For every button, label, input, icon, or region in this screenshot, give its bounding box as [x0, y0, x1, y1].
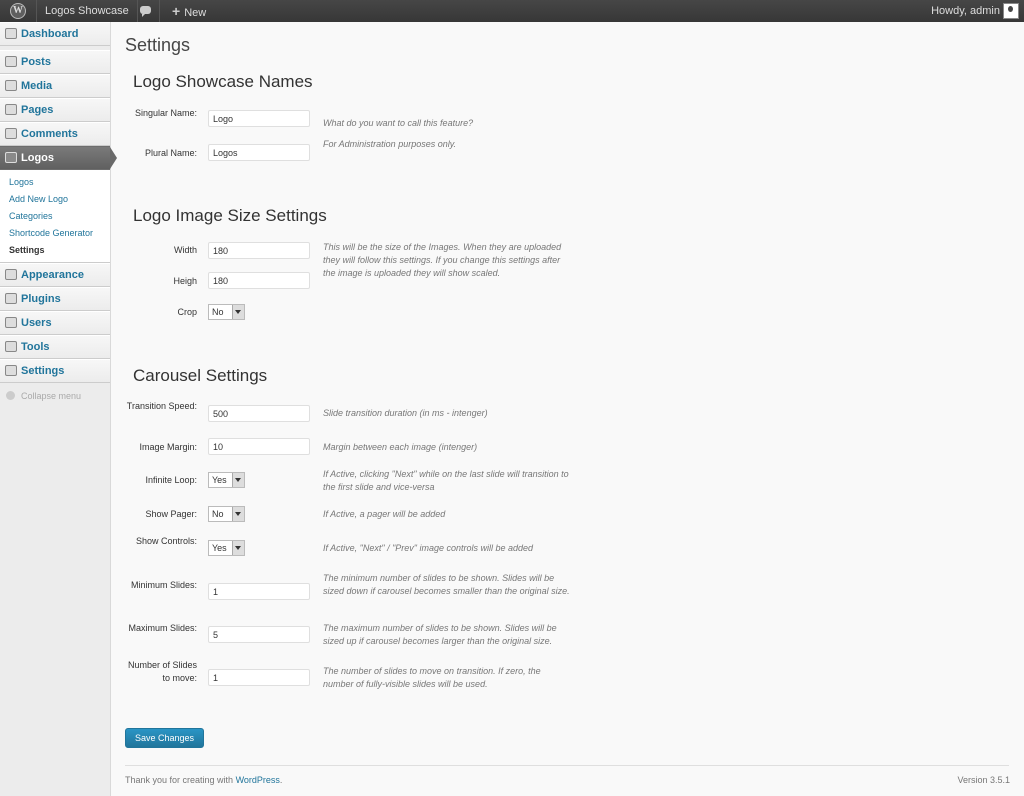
collapse-icon [6, 391, 15, 400]
singular-name-desc: What do you want to call this feature? [323, 118, 474, 128]
plugins-icon [5, 293, 17, 304]
sidebar-item-label: Media [21, 80, 53, 92]
infinite-loop-select[interactable] [208, 472, 245, 488]
sidebar-item-pages[interactable] [0, 98, 110, 122]
submenu-item-add-new-logo[interactable]: Add New Logo [9, 194, 69, 204]
plural-name-desc: For Administration purposes only. [323, 139, 457, 149]
sidebar-item-label: Tools [21, 341, 50, 353]
new-label: New [184, 7, 207, 19]
chevron-down-icon [232, 541, 244, 555]
collapse-menu-button[interactable] [0, 383, 110, 409]
show-controls-desc: If Active, "Next" / "Prev" image controls will be added [323, 543, 534, 553]
main-content [125, 22, 1010, 796]
transition-speed-label: Transition Speed: [126, 401, 197, 411]
sidebar-item-label: Users [21, 317, 52, 329]
sidebar-item-appearance[interactable] [0, 263, 110, 287]
footer-thanks-suffix: . [279, 775, 283, 785]
sidebar-item-label: Comments [21, 128, 78, 140]
infinite-loop-value: Yes [212, 475, 227, 485]
infinite-loop-desc: If Active, clicking "Next" while on the last slide will transition to the first slide and vice-versa [323, 469, 569, 492]
show-controls-value: Yes [212, 543, 227, 553]
sidebar-item-dashboard[interactable] [0, 22, 110, 46]
sidebar-item-posts[interactable] [0, 50, 110, 74]
show-controls-label: Show Controls: [135, 536, 197, 546]
avatar[interactable] [1003, 3, 1019, 19]
maximum-slides-desc: The maximum number of slides to be shown. Slides will be sized up if carousel becomes larger than the original size. [323, 623, 557, 646]
width-label: Width [173, 245, 197, 255]
image-margin-input[interactable] [208, 438, 310, 455]
submenu-item-shortcode-generator[interactable]: Shortcode Generator [9, 228, 94, 238]
sidebar-item-label: Logos [21, 152, 54, 164]
howdy-account-menu[interactable]: Howdy, admin [931, 5, 1000, 17]
maximum-slides-label: Maximum Slides: [128, 623, 197, 633]
slides-to-move-desc: The number of slides to move on transition. If zero, the number of fully-visible slides will be used. [323, 666, 541, 689]
minimum-slides-desc: The minimum number of slides to be shown. Slides will be sized down if carousel becomes smaller than the original size. [323, 573, 570, 596]
logos-submenu [0, 170, 110, 263]
comments-icon[interactable] [133, 0, 160, 22]
chevron-down-icon [232, 305, 244, 319]
maximum-slides-input[interactable] [208, 626, 310, 643]
slides-to-move-label: Number of Slides to move: [127, 660, 197, 683]
collapse-menu-label: Collapse menu [21, 391, 82, 401]
footer-thanks [125, 775, 282, 785]
footer-divider [125, 765, 1009, 766]
settings-icon [5, 365, 17, 376]
crop-select[interactable] [208, 304, 245, 320]
media-icon [5, 80, 17, 91]
sidebar-item-label: Posts [21, 56, 51, 68]
sidebar-item-label: Settings [21, 365, 65, 377]
sidebar-item-label: Plugins [21, 293, 61, 305]
slides-to-move-input[interactable] [208, 669, 310, 686]
sidebar-item-label: Pages [21, 104, 54, 116]
sidebar-item-users[interactable] [0, 311, 110, 335]
save-changes-button[interactable]: Save Changes [125, 728, 204, 748]
wordpress-link[interactable]: WordPress [235, 775, 280, 785]
plural-name-input[interactable] [208, 144, 310, 161]
wordpress-logo-icon[interactable]: W [0, 0, 37, 22]
submenu-item-logos[interactable]: Logos [9, 177, 34, 187]
crop-select-value: No [212, 307, 224, 317]
singular-name-label: Singular Name: [134, 108, 197, 118]
show-controls-select[interactable] [208, 540, 245, 556]
height-input[interactable] [208, 272, 310, 289]
transition-speed-desc: Slide transition duration (in ms - intenger) [323, 408, 488, 418]
footer-thanks-prefix: Thank you for creating with [125, 775, 236, 785]
users-icon [5, 317, 17, 328]
sidebar-item-media[interactable] [0, 74, 110, 98]
image-size-desc: This will be the size of the Images. When they are uploaded they will follow this settings. If you change this settings after the image is uploaded they will show scaled. [323, 242, 562, 278]
submenu-item-settings[interactable]: Settings [9, 245, 45, 255]
sidebar-item-plugins[interactable] [0, 287, 110, 311]
sidebar-item-settings[interactable] [0, 359, 110, 383]
plus-icon: + [172, 3, 181, 19]
sidebar-item-label: Appearance [21, 269, 84, 281]
sidebar-item-label: Dashboard [21, 28, 79, 40]
height-label: Heigh [173, 276, 197, 286]
crop-label: Crop [177, 307, 197, 317]
show-pager-label: Show Pager: [145, 509, 197, 519]
site-name-link[interactable]: Logos Showcase [37, 0, 138, 22]
tools-icon [5, 341, 17, 352]
image-margin-desc: Margin between each image (intenger) [323, 442, 478, 452]
section-title-names: Logo Showcase Names [133, 72, 313, 91]
show-pager-desc: If Active, a pager will be added [323, 509, 446, 519]
show-pager-value: No [212, 509, 224, 519]
sidebar-item-comments[interactable] [0, 122, 110, 146]
submenu-item-categories[interactable]: Categories [9, 211, 53, 221]
dashboard-icon [5, 28, 17, 39]
image-margin-label: Image Margin: [139, 442, 197, 452]
pages-icon [5, 104, 17, 115]
new-content-menu[interactable] [166, 0, 212, 22]
width-input[interactable] [208, 242, 310, 259]
sidebar-item-logos[interactable] [0, 146, 110, 170]
section-title-carousel: Carousel Settings [133, 366, 268, 385]
chevron-down-icon [232, 507, 244, 521]
admin-bar [0, 0, 1024, 22]
comments-icon [5, 128, 17, 139]
sidebar-item-tools[interactable] [0, 335, 110, 359]
show-pager-select[interactable] [208, 506, 245, 522]
footer-version: Version 3.5.1 [957, 775, 1010, 785]
singular-name-input[interactable] [208, 110, 310, 127]
minimum-slides-input[interactable] [208, 583, 310, 600]
chevron-down-icon [232, 473, 244, 487]
transition-speed-input[interactable] [208, 405, 310, 422]
logos-icon [5, 152, 17, 163]
infinite-loop-label: Infinite Loop: [145, 475, 197, 485]
page-title: Settings [125, 35, 191, 55]
admin-sidebar [0, 22, 111, 796]
plural-name-label: Plural Name: [144, 148, 197, 158]
posts-icon [5, 56, 17, 67]
appearance-icon [5, 269, 17, 280]
section-title-image-size: Logo Image Size Settings [133, 206, 327, 225]
minimum-slides-label: Minimum Slides: [130, 580, 197, 590]
